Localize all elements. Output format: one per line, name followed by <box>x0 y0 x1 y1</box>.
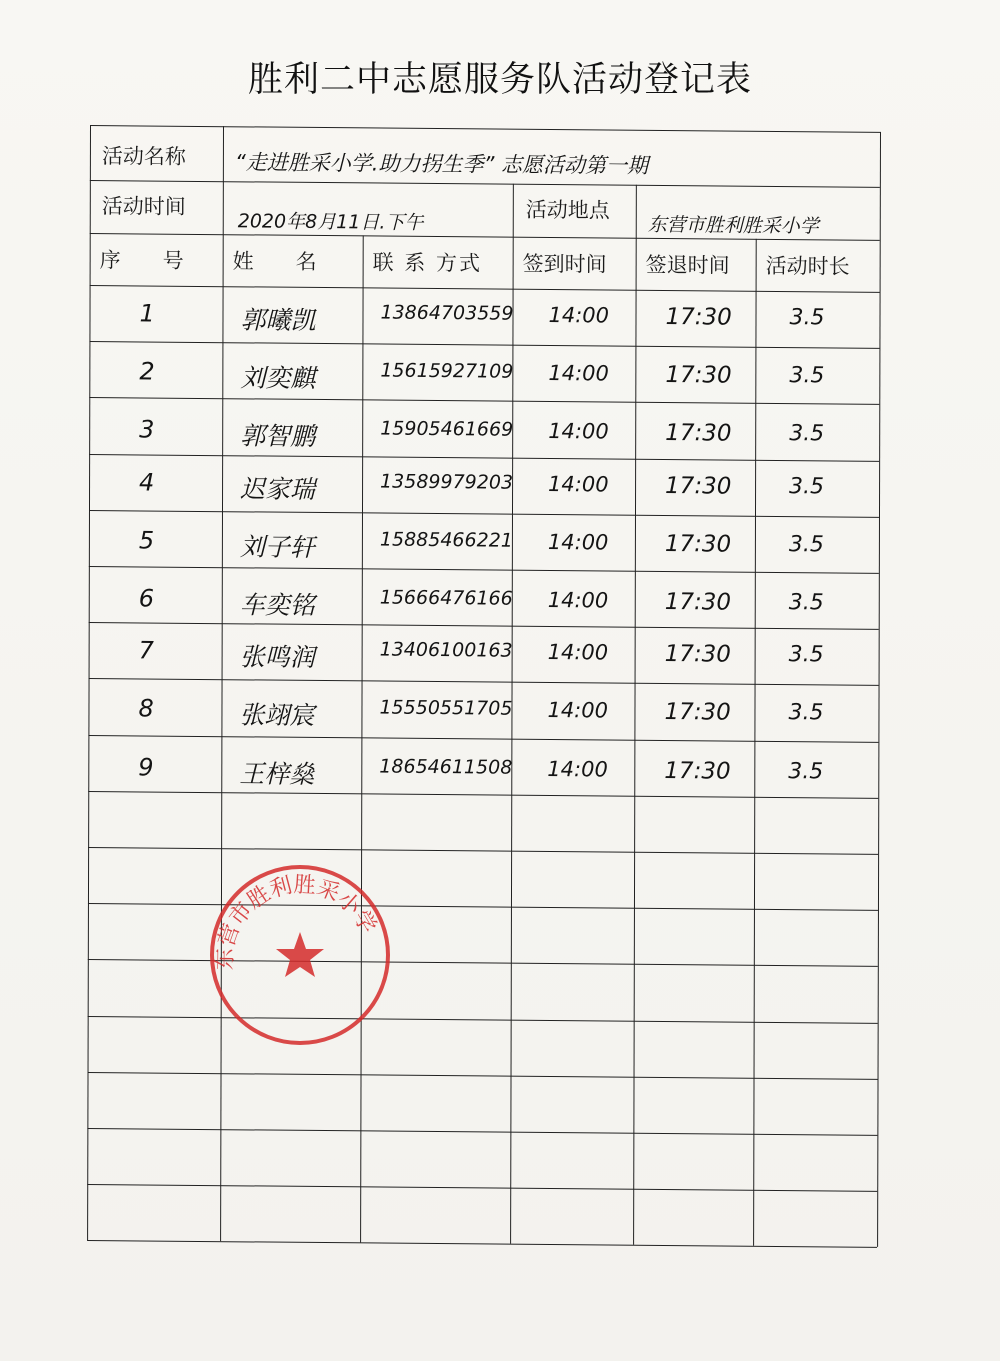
grid-line <box>633 185 637 1245</box>
row-duration: 3.5 <box>788 642 824 668</box>
header-checkin: 签到时间 <box>522 251 607 277</box>
header-contact: 联 系 方式 <box>372 250 483 276</box>
row-name: 郭曦凯 <box>240 305 316 335</box>
row-name: 刘子轩 <box>239 532 315 562</box>
row-checkout: 17:30 <box>665 420 732 447</box>
row-checkin: 14:00 <box>548 419 609 444</box>
row-checkin: 14:00 <box>547 529 609 555</box>
grid-line <box>89 566 879 574</box>
row-phone: 15615927109 <box>380 359 514 383</box>
row-checkin: 14:00 <box>548 361 609 386</box>
activity-time-label: 活动时间 <box>101 194 186 219</box>
row-checkout: 17:30 <box>665 362 732 389</box>
grid-line <box>753 239 757 1246</box>
row-checkout: 17:30 <box>665 472 732 500</box>
header-checkout: 签退时间 <box>645 252 730 278</box>
row-duration: 3.5 <box>789 473 825 500</box>
grid-line <box>88 735 878 743</box>
activity-place-label: 活动地点 <box>525 197 610 223</box>
grid-line <box>89 454 879 462</box>
row-checkin: 14:00 <box>548 471 609 497</box>
header-duration: 活动时长 <box>765 253 850 279</box>
row-checkin: 14:00 <box>547 587 609 613</box>
grid-line <box>360 235 364 1242</box>
grid-line <box>89 397 879 405</box>
row-duration: 3.5 <box>789 421 825 447</box>
activity-place-value: 东营市胜利胜采小学 <box>647 213 819 238</box>
row-number: 2 <box>139 357 155 386</box>
row-name: 王梓燊 <box>239 758 315 789</box>
row-duration: 3.5 <box>788 531 824 558</box>
grid-line <box>90 285 880 293</box>
row-checkout: 17:30 <box>664 589 732 616</box>
row-checkout: 17:30 <box>664 530 732 558</box>
row-duration: 3.5 <box>788 758 824 784</box>
row-checkin: 14:00 <box>547 640 609 665</box>
row-name: 刘奕麒 <box>240 363 316 394</box>
row-name: 张鸣润 <box>239 642 315 673</box>
activity-time-value: 2020年8月11日.下午 <box>237 210 424 234</box>
row-name: 车奕铭 <box>239 590 315 620</box>
grid-line <box>87 1184 877 1192</box>
row-phone: 13406100163 <box>379 638 513 662</box>
row-duration: 3.5 <box>789 363 825 389</box>
header-name: 姓 名 <box>232 249 317 274</box>
page-title: 胜利二中志愿服务队活动登记表 <box>247 60 752 100</box>
row-number: 4 <box>139 468 155 497</box>
row-phone: 18654611508 <box>379 755 513 779</box>
row-name: 郭智鹏 <box>240 421 316 452</box>
row-checkin: 14:00 <box>548 303 610 328</box>
header-number: 序 号 <box>99 248 184 273</box>
row-checkout: 17:30 <box>665 304 732 331</box>
row-phone: 15905461669 <box>380 417 514 442</box>
grid-line <box>88 791 878 799</box>
row-phone: 15885466221 <box>379 528 513 552</box>
activity-name-label: 活动名称 <box>101 144 186 169</box>
grid-line <box>89 510 879 518</box>
row-phone: 13864703559 <box>380 301 514 325</box>
registration-form <box>87 125 880 1242</box>
row-checkin: 14:00 <box>547 698 609 723</box>
grid-line <box>88 847 878 855</box>
activity-name-value: “走进胜采小学.助力拐生季” 志愿活动第一期 <box>234 150 649 178</box>
seal-text: 东营市胜利胜采小学 <box>212 872 381 971</box>
row-duration: 3.5 <box>788 590 824 616</box>
row-number: 6 <box>138 584 155 613</box>
grid-line <box>89 678 879 686</box>
row-number: 1 <box>139 299 155 328</box>
row-number: 5 <box>138 526 155 555</box>
row-name: 张翊宸 <box>239 700 315 731</box>
row-duration: 3.5 <box>788 700 824 726</box>
grid-line <box>90 180 880 188</box>
row-phone: 15666476166 <box>379 586 513 610</box>
row-duration: 3.5 <box>789 305 825 331</box>
seal-star-icon <box>276 932 324 977</box>
row-checkout: 17:30 <box>664 699 731 726</box>
row-name: 迟家瑞 <box>240 473 316 504</box>
row-phone: 15550551705 <box>379 696 513 721</box>
official-seal <box>205 860 395 1050</box>
row-number: 3 <box>139 415 155 444</box>
row-checkout: 17:30 <box>664 757 731 785</box>
row-number: 8 <box>138 694 154 723</box>
grid-line <box>89 622 879 630</box>
row-number: 7 <box>138 636 154 665</box>
grid-line <box>89 341 879 349</box>
row-number: 9 <box>138 753 154 782</box>
row-phone: 13589979203 <box>380 470 514 494</box>
grid-line <box>88 1072 878 1080</box>
grid-line <box>87 1128 877 1136</box>
row-checkout: 17:30 <box>664 641 731 668</box>
row-checkin: 14:00 <box>547 756 608 782</box>
grid-line <box>510 184 514 1244</box>
grid-line <box>220 126 224 1241</box>
